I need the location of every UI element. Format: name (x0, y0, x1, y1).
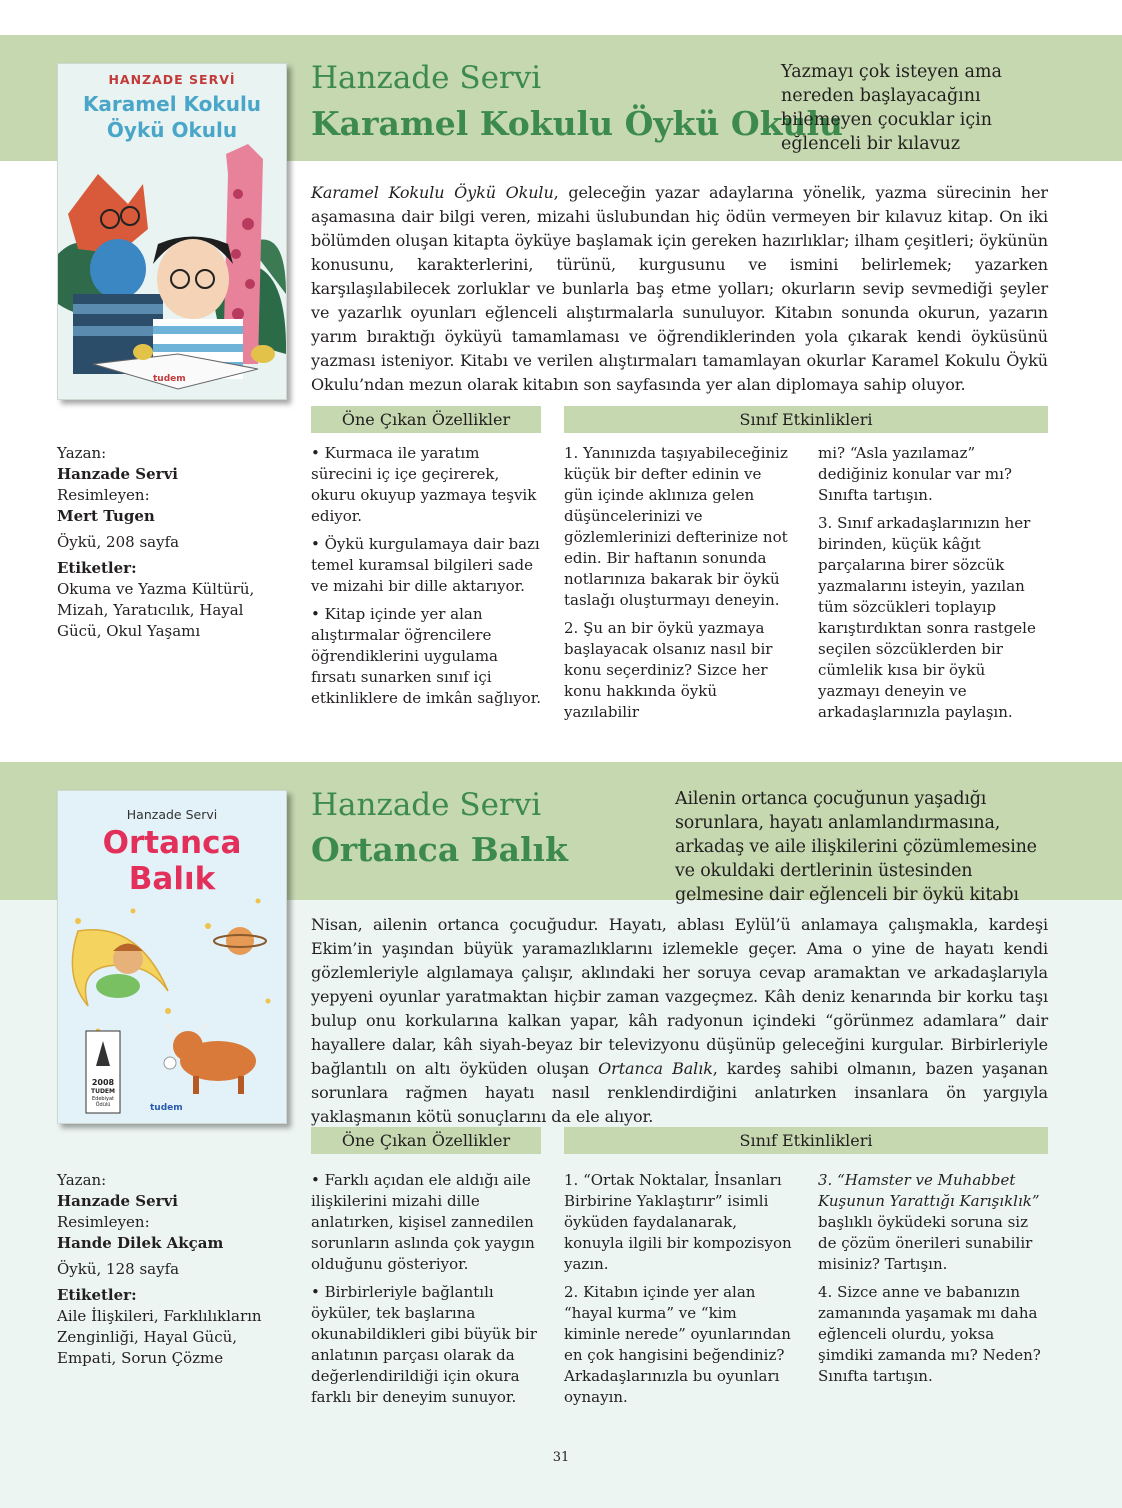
book1-summary (311, 181, 1048, 397)
book2-meta-author-name: Hanzade Servi (57, 1192, 178, 1210)
book2-cover-image (57, 790, 287, 1124)
book2-summary-title: Ortanca Balık (598, 1059, 713, 1078)
book1-meta-author-label: Yazan: (57, 444, 107, 462)
book1-meta-format: Öykü, 208 sayfa (57, 533, 180, 551)
book1-meta-illustrator-name: Mert Tugen (57, 507, 155, 525)
book2-cover-title-line1: Ortanca (102, 825, 242, 861)
book2-activity-item: 4. Sizce anne ve babanızın zamanında yaşamak mı daha eğlenceli olurdu, yoksa şimdiki zamanda mı? Neden? Sınıfta tartışın. (818, 1283, 1041, 1385)
book1-cover-title-line2: Öykü Okulu (106, 118, 238, 142)
book2-activities-col1 (564, 1170, 792, 1415)
book2-cover-title-line2: Balık (128, 861, 216, 897)
book2-feature-item: • Farklı açıdan ele aldığı aile ilişkilerini mizahi dille anlatırken, kişisel zannedilen sorunların aslında çok yaygın olduğunu gösteriyor. (311, 1171, 535, 1273)
book2-cover-award-sub: Edebiyat Ödülü (92, 1096, 114, 1108)
book1-meta (57, 443, 287, 642)
book2-activity-text: başlıklı öyküdeki soruna siz de çözüm önerileri sunabilir misiniz? Tartışın. (818, 1213, 1033, 1273)
book2-meta-illustrator-name: Hande Dilek Akçam (57, 1234, 224, 1252)
book2-meta-format: Öykü, 128 sayfa (57, 1260, 180, 1278)
book2-title: Ortanca Balık (311, 830, 568, 869)
book2-activities-header: Sınıf Etkinlikleri (564, 1127, 1048, 1154)
book1-activity-item: 3. Sınıf arkadaşlarınızın her birinden, küçük kâğıt parçalarına birer sözcük yazmalarını isteyin, yazılan tüm sözcükleri toplayıp karıştırdıktan sonra rastgele seçilen sözcüklerden bir cümlelik kısa bir öykü yazmayı deneyin ve arkadaşlarınızla paylaşın. (818, 514, 1036, 721)
book2-meta-tags: Aile İlişkileri, Farklılıkların Zenginliği, Hayal Gücü, Empati, Sorun Çözme (57, 1307, 262, 1367)
book1-meta-illustrator-label: Resimleyen: (57, 486, 150, 504)
book1-cover-image (57, 63, 287, 400)
book1-activities-col2 (818, 443, 1048, 730)
book2-cover-award-name: TUDEM (90, 1088, 115, 1095)
book1-meta-tags: Okuma ve Yazma Kültürü, Mizah, Yaratıcılık, Hayal Gücü, Okul Yaşamı (57, 580, 255, 640)
book1-feature-item: • Öykü kurgulamaya dair bazı temel kuramsal bilgileri sade ve mizahi bir dille aktarıyor. (311, 535, 540, 595)
book2-feature-item: • Birbirleriyle bağlantılı öyküler, tek başlarına okunabildikleri gibi büyük bir anlatının parçası olarak da değerlendirildiği için okura farklı bir deneyim sunuyor. (311, 1283, 537, 1406)
book2-meta (57, 1170, 287, 1369)
book2-author: Hanzade Servi (311, 787, 542, 823)
book1-cover-title-line1: Karamel Kokulu (82, 92, 262, 116)
book2-meta-illustrator-label: Resimleyen: (57, 1213, 150, 1231)
book1-activity-item: 2. Şu an bir öykü yazmaya başlayacak olsanız nasıl bir konu seçerdiniz? Sizce her konu hakkında öykü yazılabilir (564, 619, 773, 721)
book2-meta-tags-label: Etiketler: (57, 1286, 137, 1304)
book2-features (311, 1170, 553, 1415)
book1-activities-col1 (564, 443, 790, 730)
book1-meta-author-name: Hanzade Servi (57, 465, 178, 483)
book2-activity-item: 1. “Ortak Noktalar, İnsanları Birbirine Yaklaştırır” isimli öyküden faydalanarak, konuyla ilgili bir kompozisyon yazın. (564, 1171, 792, 1273)
book2-summary-text-end: , kardeş sahibi olmanın, bazen yaşanan sorunlara rağmen hayatı nasıl renklendirdiğini anlatırken insanlara ön yargıyla yaklaşmanın kötü sonuçlarını da ele alıyor. (311, 1059, 1048, 1126)
book2-summary-text: Nisan, ailenin ortanca çocuğudur. Hayatı, ablası Eylül’ü anlamaya çalışmakla, kardeşi Ekim’in yaşından büyük yaramazlıklarını izlemekle geçer. Ama o yine de hayatı kendi gözlemleriyle algılamaya çalışır, aklındaki her soruya cevap aramaktan ve arkadaşlarıyla yepyeni oyunlar yaratmaktan hiçbir zaman vazgeçmez. Kâh deniz kenarında bir korku taşı bulup onu korkularına kalkan yapar, kâh radyonun içindeki “görünmez adamlara” dair hayallere dalar, kâh siyah-beyaz bir televizyonu düşünüp geleceğini kurgular. Birbirleriyle bağlantılı on altı öyküden oluşan (311, 915, 1048, 1078)
book1-feature-item: • Kurmaca ile yaratım sürecini iç içe geçirerek, okuru okuyup yazmaya teşvik ediyor. (311, 444, 537, 525)
book2-activity-story-title: 3. “Hamster ve Muhabbet Kuşunun Yarattığı Karışıklık” (818, 1171, 1040, 1210)
book2-cover-award-year: 2008 (91, 1078, 115, 1087)
book2-cover-publisher: tudem (150, 1103, 183, 1113)
book1-cover-author: HANZADE SERVİ (108, 72, 236, 87)
book1-feature-item: • Kitap içinde yer alan alıştırmalar öğrencilere öğrendiklerini uygulama fırsatı sunarken sınıf içi etkinliklere de imkân sağlıyor. (311, 605, 541, 707)
book1-title: Karamel Kokulu Öykü Okulu (311, 104, 844, 143)
book1-author: Hanzade Servi (311, 60, 542, 96)
book1-activity-item: mi? “Asla yazılamaz” dediğiniz konular var mı? Sınıfta tartışın. (818, 444, 1012, 504)
book2-cover-author: Hanzade Servi (126, 807, 218, 822)
book1-features (311, 443, 543, 716)
book1-meta-tags-label: Etiketler: (57, 559, 137, 577)
book1-activities-header: Sınıf Etkinlikleri (564, 406, 1048, 433)
book2-activity-item (818, 1170, 1048, 1275)
book2-meta-author-label: Yazan: (57, 1171, 107, 1189)
book1-summary-title: Karamel Kokulu Öykü Okulu (311, 183, 554, 202)
book2-activity-item: 2. Kitabın içinde yer alan “hayal kurma” ve “kim kiminle nerede” oyunlarından en çok hangisini beğendiniz? Arkadaşlarınızla bu oyunları oynayın. (564, 1283, 791, 1406)
book2-features-header: Öne Çıkan Özellikler (311, 1127, 541, 1154)
book2-activities-col2 (818, 1170, 1048, 1394)
book1-cover-publisher: tudem (153, 374, 186, 384)
book1-features-header: Öne Çıkan Özellikler (311, 406, 541, 433)
book1-summary-text: , geleceğin yazar adaylarına yönelik, yazma sürecinin her aşamasına dair bilgi veren, mizahi üslubundan hiç ödün vermeyen bir kılavuz kitap. On iki bölümden oluşan kitapta öyküye başlamak için gereken hazırlıklar; ilham çeşitleri; öykünün konusunu, karakterlerini, türünü, kurgusunu ve ismini belirlemek; yazarken karşılaşılabilecek zorluklar ve bunlarla baş etme yolları; okurların sevip sevmediği şeyler ve yazarlık oyunları eğlenceli alıştırmalarla sunuluyor. Kitabın sonunda okurun, yazarın yarım bıraktığı öyküyü tamamlaması ve öğrendiklerinden yola çıkarak kendi öyküsünü yazması isteniyor. Kitabı ve verilen alıştırmaları tamamlayan okurlar Karamel Kokulu Öykü Okulu’ndan mezun olarak kitabın son sayfasında yer alan diplomaya sahip oluyor. (311, 183, 1048, 394)
book1-activity-item: 1. Yanınızda taşıyabileceğiniz küçük bir defter edinin ve gün içinde aklınıza gelen düşüncelerinizi ve gözlemlerinizi defterinize not edin. Bir haftanın sonunda notlarınıza bakarak bir öykü taslağı oluşturmayı deneyin. (564, 444, 788, 609)
page-number: 31 (552, 1450, 570, 1465)
book1-tagline: Yazmayı çok isteyen ama nereden başlayacağını bilemeyen çocuklar için eğlenceli bir kılavuz (781, 62, 1002, 154)
book2-tagline: Ailenin ortanca çocuğunun yaşadığı sorunlara, hayatı anlamlandırmasına, arkadaş ve aile ilişkilerini çözümlemesine ve okuldaki dertlerinin üstesinden gelmesine dair eğlenceli bir öykü kitabı (675, 789, 1037, 905)
book2-summary (311, 913, 1048, 1129)
